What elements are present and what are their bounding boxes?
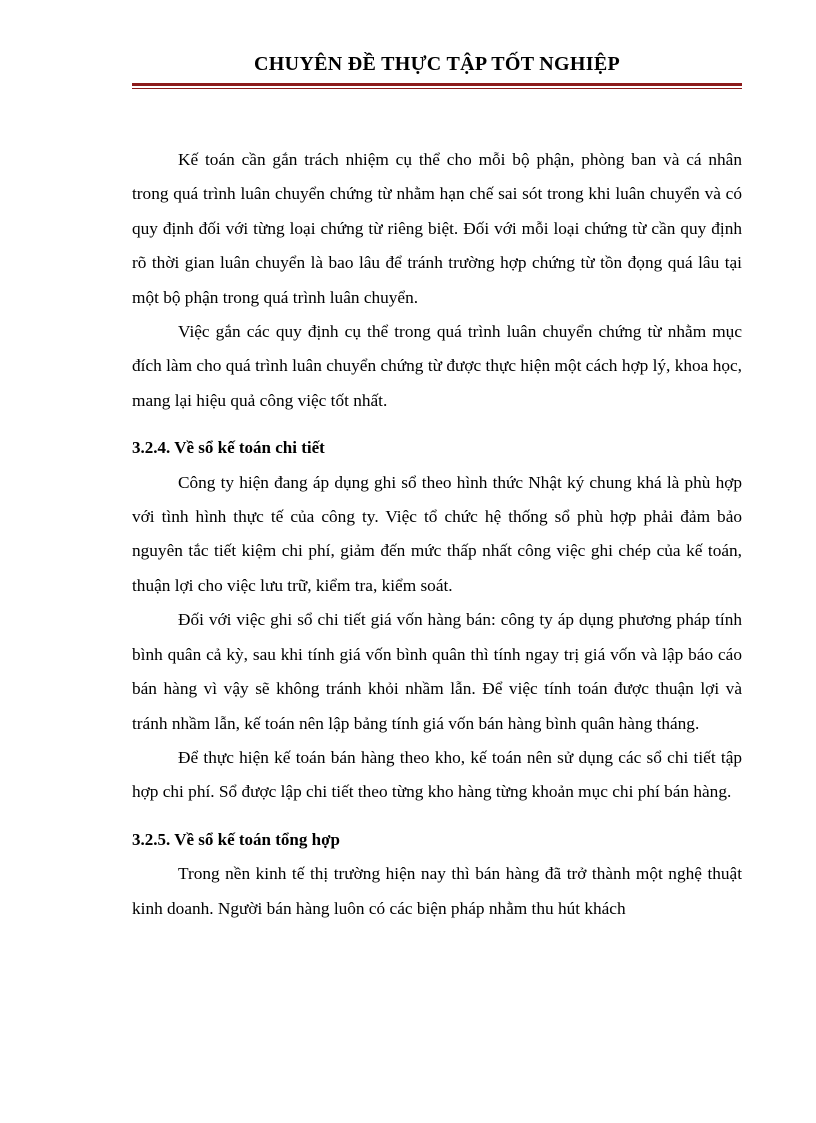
- paragraph-document-rotation-purpose: Việc gắn các quy định cụ thể trong quá trình luân chuyển chứng từ nhằm mục đích làm cho quá trình luân chuyển chứng từ được thực hiện một cách hợp lý, khoa học, mang lại hiệu quả công việc tốt nhất.: [132, 322, 742, 410]
- page-header-title: CHUYÊN ĐỀ THỰC TẬP TỐT NGHIỆP: [254, 53, 620, 75]
- paragraph-document-rotation-responsibility: Kế toán cần gắn trách nhiệm cụ thể cho mỗi bộ phận, phòng ban và cá nhân trong quá trình luân chuyển chứng từ nhằm hạn chế sai sót trong khi luân chuyển và có quy định đối với từng loại chứng từ riêng biệt. Đối với mỗi loại chứng từ cần quy định rõ thời gian luân chuyển là bao lâu để tránh trường hợp chứng từ tồn đọng quá lâu tại một bộ phận trong quá trình luân chuyển.: [132, 150, 742, 307]
- section-heading-3-2-4: 3.2.4. Về sổ kế toán chi tiết: [132, 438, 325, 458]
- section-heading-3-2-5: 3.2.5. Về sổ kế toán tổng hợp: [132, 829, 340, 849]
- paragraph-bookkeeping-form: Công ty hiện đang áp dụng ghi sổ theo hình thức Nhật ký chung khá là phù hợp với tình hình thực tế của công ty. Việc tổ chức hệ thống sổ phù hợp phải đảm bảo nguyên tắc tiết kiệm chi phí, giảm đến mức thấp nhất công việc ghi chép của kế toán, thuận lợi cho việc lưu trữ, kiểm tra, kiểm soát.: [132, 472, 742, 595]
- paragraph-sales-by-warehouse: Để thực hiện kế toán bán hàng theo kho, kế toán nên sử dụng các sổ chi tiết tập hợp chi phí. Sổ được lập chi tiết theo từng kho hàng từng khoản mục chi phí bán hàng.: [132, 747, 742, 802]
- paragraph-market-economy-sales: Trong nền kinh tế thị trường hiện nay thì bán hàng đã trở thành một nghệ thuật kinh doanh. Người bán hàng luôn có các biện pháp nhằm thu hút khách: [132, 864, 742, 918]
- header-rule-thick: [132, 83, 742, 86]
- paragraph-cost-of-goods-sold: Đối với việc ghi sổ chi tiết giá vốn hàng bán: công ty áp dụng phương pháp tính bình quân cả kỳ, sau khi tính giá vốn bình quân thì tính ngay trị giá vốn và lập báo cáo bán hàng vì vậy sẽ không tránh khỏi nhầm lẫn. Để việc tính toán được thuận lợi và tránh nhầm lẫn, kế toán nên lập bảng tính giá vốn bán hàng bình quân hàng tháng.: [132, 610, 742, 733]
- header-rule-thin: [132, 88, 742, 89]
- document-body: [132, 143, 742, 926]
